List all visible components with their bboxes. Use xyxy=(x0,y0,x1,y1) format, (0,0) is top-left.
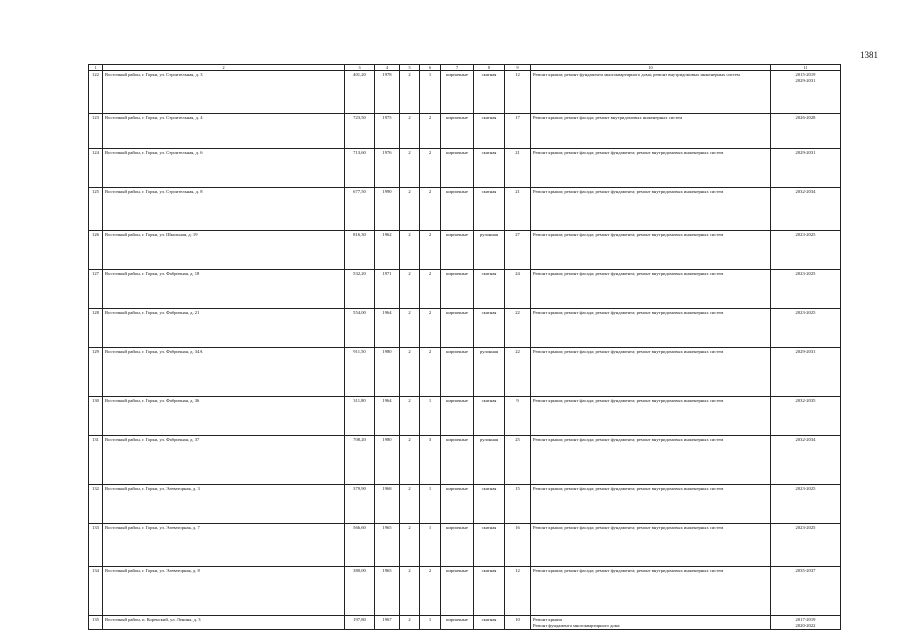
floors-cell: 2 xyxy=(400,309,420,348)
floors-cell: 2 xyxy=(400,397,420,436)
wall-material-cell: кирпичные xyxy=(441,231,474,270)
address-cell: Восточный район, г. Горки, ул. Школьная, д. 19 xyxy=(103,231,345,270)
column-header-2: 2 xyxy=(103,65,345,71)
entrances-cell: 2 xyxy=(420,567,441,616)
area-cell: 816,30 xyxy=(345,231,375,270)
apartments-cell: 21 xyxy=(505,188,531,231)
floors-cell: 2 xyxy=(400,114,420,149)
period-cell: 2023-2025 xyxy=(771,309,841,348)
floors-cell: 2 xyxy=(400,567,420,616)
works-cell: Ремонт крыши; ремонт фасада; ремонт внутридомовых инженерных систем xyxy=(531,114,771,149)
address-cell: Восточный район, г. Горки, ул. Элеваторная, д. 7 xyxy=(103,524,345,567)
apartments-cell: 10 xyxy=(505,616,531,630)
works-cell: Ремонт крыши Ремонт фундамента многоквартирного дома xyxy=(531,616,771,630)
floors-cell: 2 xyxy=(400,485,420,524)
table-row xyxy=(89,71,841,114)
floors-cell: 2 xyxy=(400,524,420,567)
roof-type-cell: скатная xyxy=(474,114,505,149)
period-cell: 2015-2019 2029-2031 xyxy=(771,71,841,114)
roof-type-cell: скатная xyxy=(474,149,505,188)
roof-type-cell: рулонная xyxy=(474,231,505,270)
apartments-cell: 21 xyxy=(505,149,531,188)
row-number: 133 xyxy=(89,524,103,567)
address-cell: Восточный район, г. Горки, ул. Строительная, д. 6 xyxy=(103,149,345,188)
roof-type-cell: скатная xyxy=(474,616,505,630)
entrances-cell: 2 xyxy=(420,309,441,348)
row-number: 124 xyxy=(89,149,103,188)
table-row xyxy=(89,309,841,348)
address-cell: Восточный район, п. Коренский, ул. Ленина, д. 3 xyxy=(103,616,345,630)
year-cell: 1967 xyxy=(375,616,400,630)
table-row xyxy=(89,114,841,149)
works-cell: Ремонт крыши; ремонт фундамента многоквартирного дома; ремонт внутридомовых инженерных систем xyxy=(531,71,771,114)
area-cell: 911,50 xyxy=(345,348,375,397)
floors-cell: 2 xyxy=(400,71,420,114)
column-header-11: 11 xyxy=(771,65,841,71)
year-cell: 1965 xyxy=(375,524,400,567)
period-cell: 2023-2025 xyxy=(771,524,841,567)
wall-material-cell: кирпичные xyxy=(441,436,474,485)
row-number: 128 xyxy=(89,309,103,348)
roof-type-cell: скатная xyxy=(474,524,505,567)
works-cell: Ремонт крыши; ремонт фасада; ремонт фундамента; ремонт внутридомовых инженерных систем xyxy=(531,524,771,567)
column-header-3: 3 xyxy=(345,65,375,71)
table-row xyxy=(89,397,841,436)
apartments-cell: 16 xyxy=(505,524,531,567)
area-cell: 401,20 xyxy=(345,71,375,114)
period-cell: 2032-2035 xyxy=(771,397,841,436)
period-cell: 2023-2025 xyxy=(771,231,841,270)
table-row xyxy=(89,436,841,485)
entrances-cell: 3 xyxy=(420,436,441,485)
entrances-cell: 1 xyxy=(420,485,441,524)
area-cell: 197,80 xyxy=(345,616,375,630)
apartments-cell: 17 xyxy=(505,114,531,149)
entrances-cell: 1 xyxy=(420,524,441,567)
period-cell: 2023-2025 xyxy=(771,270,841,309)
wall-material-cell: кирпичные xyxy=(441,348,474,397)
entrances-cell: 2 xyxy=(420,149,441,188)
wall-material-cell: кирпичные xyxy=(441,309,474,348)
row-number: 135 xyxy=(89,616,103,630)
year-cell: 1975 xyxy=(375,114,400,149)
address-cell: Восточный район, г. Горки, ул. Элеваторная, д. 8 xyxy=(103,567,345,616)
works-cell: Ремонт крыши; ремонт фасада; ремонт фундамента; ремонт внутридомовых инженерных систем xyxy=(531,567,771,616)
works-cell: Ремонт крыши; ремонт фасада; ремонт фундамента; ремонт внутридомовых инженерных систем xyxy=(531,149,771,188)
table-row xyxy=(89,485,841,524)
area-cell: 713,60 xyxy=(345,149,375,188)
wall-material-cell: кирпичные xyxy=(441,397,474,436)
period-cell: 2026-2028 xyxy=(771,114,841,149)
works-cell: Ремонт крыши; ремонт фасада; ремонт фундамента; ремонт внутридомовых инженерных систем xyxy=(531,397,771,436)
row-number: 122 xyxy=(89,71,103,114)
roof-type-cell: скатная xyxy=(474,397,505,436)
year-cell: 1962 xyxy=(375,231,400,270)
works-cell: Ремонт крыши; ремонт фасада; ремонт фундамента; ремонт внутридомовых инженерных систем xyxy=(531,436,771,485)
table-row xyxy=(89,149,841,188)
year-cell: 1980 xyxy=(375,348,400,397)
apartments-cell: 12 xyxy=(505,71,531,114)
wall-material-cell: кирпичные xyxy=(441,524,474,567)
table-row xyxy=(89,616,841,630)
table-row xyxy=(89,270,841,309)
area-cell: 532,20 xyxy=(345,270,375,309)
address-cell: Восточный район, г. Горки, ул. Фабричная, д. 18 xyxy=(103,270,345,309)
floors-cell: 2 xyxy=(400,616,420,630)
row-number: 123 xyxy=(89,114,103,149)
works-cell: Ремонт крыши; ремонт фасада; ремонт фундамента; ремонт внутридомовых инженерных систем xyxy=(531,485,771,524)
row-number: 129 xyxy=(89,348,103,397)
table-row xyxy=(89,348,841,397)
year-cell: 1965 xyxy=(375,567,400,616)
roof-type-cell: скатная xyxy=(474,270,505,309)
row-number: 134 xyxy=(89,567,103,616)
floors-cell: 2 xyxy=(400,270,420,309)
entrances-cell: 2 xyxy=(420,231,441,270)
period-cell: 2035-2037 xyxy=(771,567,841,616)
year-cell: 1968 xyxy=(375,485,400,524)
apartments-cell: 9 xyxy=(505,397,531,436)
works-cell: Ремонт крыши; ремонт фасада; ремонт фундамента; ремонт внутридомовых инженерных систем xyxy=(531,231,771,270)
area-cell: 723,50 xyxy=(345,114,375,149)
row-number: 126 xyxy=(89,231,103,270)
period-cell: 2023-2025 xyxy=(771,485,841,524)
entrances-cell: 2 xyxy=(420,188,441,231)
period-cell: 2017-2019 2020-2022 xyxy=(771,616,841,630)
table-row xyxy=(89,231,841,270)
row-number: 127 xyxy=(89,270,103,309)
address-cell: Восточный район, г. Горки, ул. Строительная, д. 4 xyxy=(103,114,345,149)
area-cell: 566,60 xyxy=(345,524,375,567)
wall-material-cell: кирпичные xyxy=(441,71,474,114)
row-number: 131 xyxy=(89,436,103,485)
roof-type-cell: рулонная xyxy=(474,436,505,485)
apartments-cell: 22 xyxy=(505,309,531,348)
table-row xyxy=(89,188,841,231)
table-row xyxy=(89,567,841,616)
year-cell: 1978 xyxy=(375,71,400,114)
roof-type-cell: скатная xyxy=(474,71,505,114)
area-cell: 380,00 xyxy=(345,567,375,616)
works-cell: Ремонт крыши; ремонт фасада; ремонт фундамента; ремонт внутридомовых инженерных систем xyxy=(531,309,771,348)
column-header-8: 8 xyxy=(474,65,505,71)
year-cell: 1964 xyxy=(375,397,400,436)
area-cell: 708,20 xyxy=(345,436,375,485)
row-number: 130 xyxy=(89,397,103,436)
works-cell: Ремонт крыши; ремонт фасада; ремонт фундамента; ремонт внутридомовых инженерных систем xyxy=(531,188,771,231)
apartments-cell: 22 xyxy=(505,348,531,397)
register-table xyxy=(88,64,841,630)
address-cell: Восточный район, г. Горки, ул. Строительная, д. 3 xyxy=(103,71,345,114)
table-body xyxy=(89,71,841,630)
address-cell: Восточный район, г. Горки, ул. Фабричная, д. 34А xyxy=(103,348,345,397)
wall-material-cell: кирпичные xyxy=(441,485,474,524)
column-header-9: 9 xyxy=(505,65,531,71)
works-cell: Ремонт крыши; ремонт фасада; ремонт фундамента; ремонт внутридомовых инженерных систем xyxy=(531,270,771,309)
year-cell: 1980 xyxy=(375,436,400,485)
column-header-4: 4 xyxy=(375,65,400,71)
entrances-cell: 2 xyxy=(420,114,441,149)
wall-material-cell: кирпичные xyxy=(441,616,474,630)
floors-cell: 2 xyxy=(400,149,420,188)
wall-material-cell: кирпичные xyxy=(441,567,474,616)
apartments-cell: 15 xyxy=(505,485,531,524)
table-row xyxy=(89,524,841,567)
row-number: 132 xyxy=(89,485,103,524)
area-cell: 379,90 xyxy=(345,485,375,524)
apartments-cell: 27 xyxy=(505,231,531,270)
wall-material-cell: кирпичные xyxy=(441,188,474,231)
page-number: 1381 xyxy=(860,50,878,60)
year-cell: 1990 xyxy=(375,188,400,231)
column-header-5: 5 xyxy=(400,65,420,71)
roof-type-cell: рулонная xyxy=(474,348,505,397)
address-cell: Восточный район, г. Горки, ул. Элеваторная, д. 3 xyxy=(103,485,345,524)
entrances-cell: 2 xyxy=(420,270,441,309)
period-cell: 2029-2031 xyxy=(771,348,841,397)
wall-material-cell: кирпичные xyxy=(441,270,474,309)
wall-material-cell: кирпичные xyxy=(441,114,474,149)
area-cell: 311,80 xyxy=(345,397,375,436)
column-header-6: 6 xyxy=(420,65,441,71)
floors-cell: 2 xyxy=(400,188,420,231)
entrances-cell: 1 xyxy=(420,616,441,630)
row-number: 125 xyxy=(89,188,103,231)
period-cell: 2029-2031 xyxy=(771,149,841,188)
entrances-cell: 1 xyxy=(420,397,441,436)
year-cell: 1971 xyxy=(375,270,400,309)
apartments-cell: 12 xyxy=(505,567,531,616)
year-cell: 1976 xyxy=(375,149,400,188)
roof-type-cell: скатная xyxy=(474,309,505,348)
period-cell: 2032-2034 xyxy=(771,188,841,231)
apartments-cell: 24 xyxy=(505,270,531,309)
floors-cell: 2 xyxy=(400,231,420,270)
entrances-cell: 2 xyxy=(420,348,441,397)
roof-type-cell: скатная xyxy=(474,485,505,524)
column-header-7: 7 xyxy=(441,65,474,71)
address-cell: Восточный район, г. Горки, ул. Фабричная, д. 37 xyxy=(103,436,345,485)
entrances-cell: 1 xyxy=(420,71,441,114)
column-header-1: 1 xyxy=(89,65,103,71)
wall-material-cell: кирпичные xyxy=(441,149,474,188)
works-cell: Ремонт крыши; ремонт фасада; ремонт фундамента; ремонт внутридомовых инженерных систем xyxy=(531,348,771,397)
year-cell: 1964 xyxy=(375,309,400,348)
area-cell: 554,00 xyxy=(345,309,375,348)
roof-type-cell: скатная xyxy=(474,188,505,231)
floors-cell: 2 xyxy=(400,436,420,485)
apartments-cell: 25 xyxy=(505,436,531,485)
floors-cell: 2 xyxy=(400,348,420,397)
period-cell: 2032-2034 xyxy=(771,436,841,485)
address-cell: Восточный район, г. Горки, ул. Фабричная, д. 21 xyxy=(103,309,345,348)
address-cell: Восточный район, г. Горки, ул. Строительная, д. 8 xyxy=(103,188,345,231)
roof-type-cell: скатная xyxy=(474,567,505,616)
address-cell: Восточный район, г. Горки, ул. Фабричная, д. 36 xyxy=(103,397,345,436)
area-cell: 677,50 xyxy=(345,188,375,231)
column-header-10: 10 xyxy=(531,65,771,71)
